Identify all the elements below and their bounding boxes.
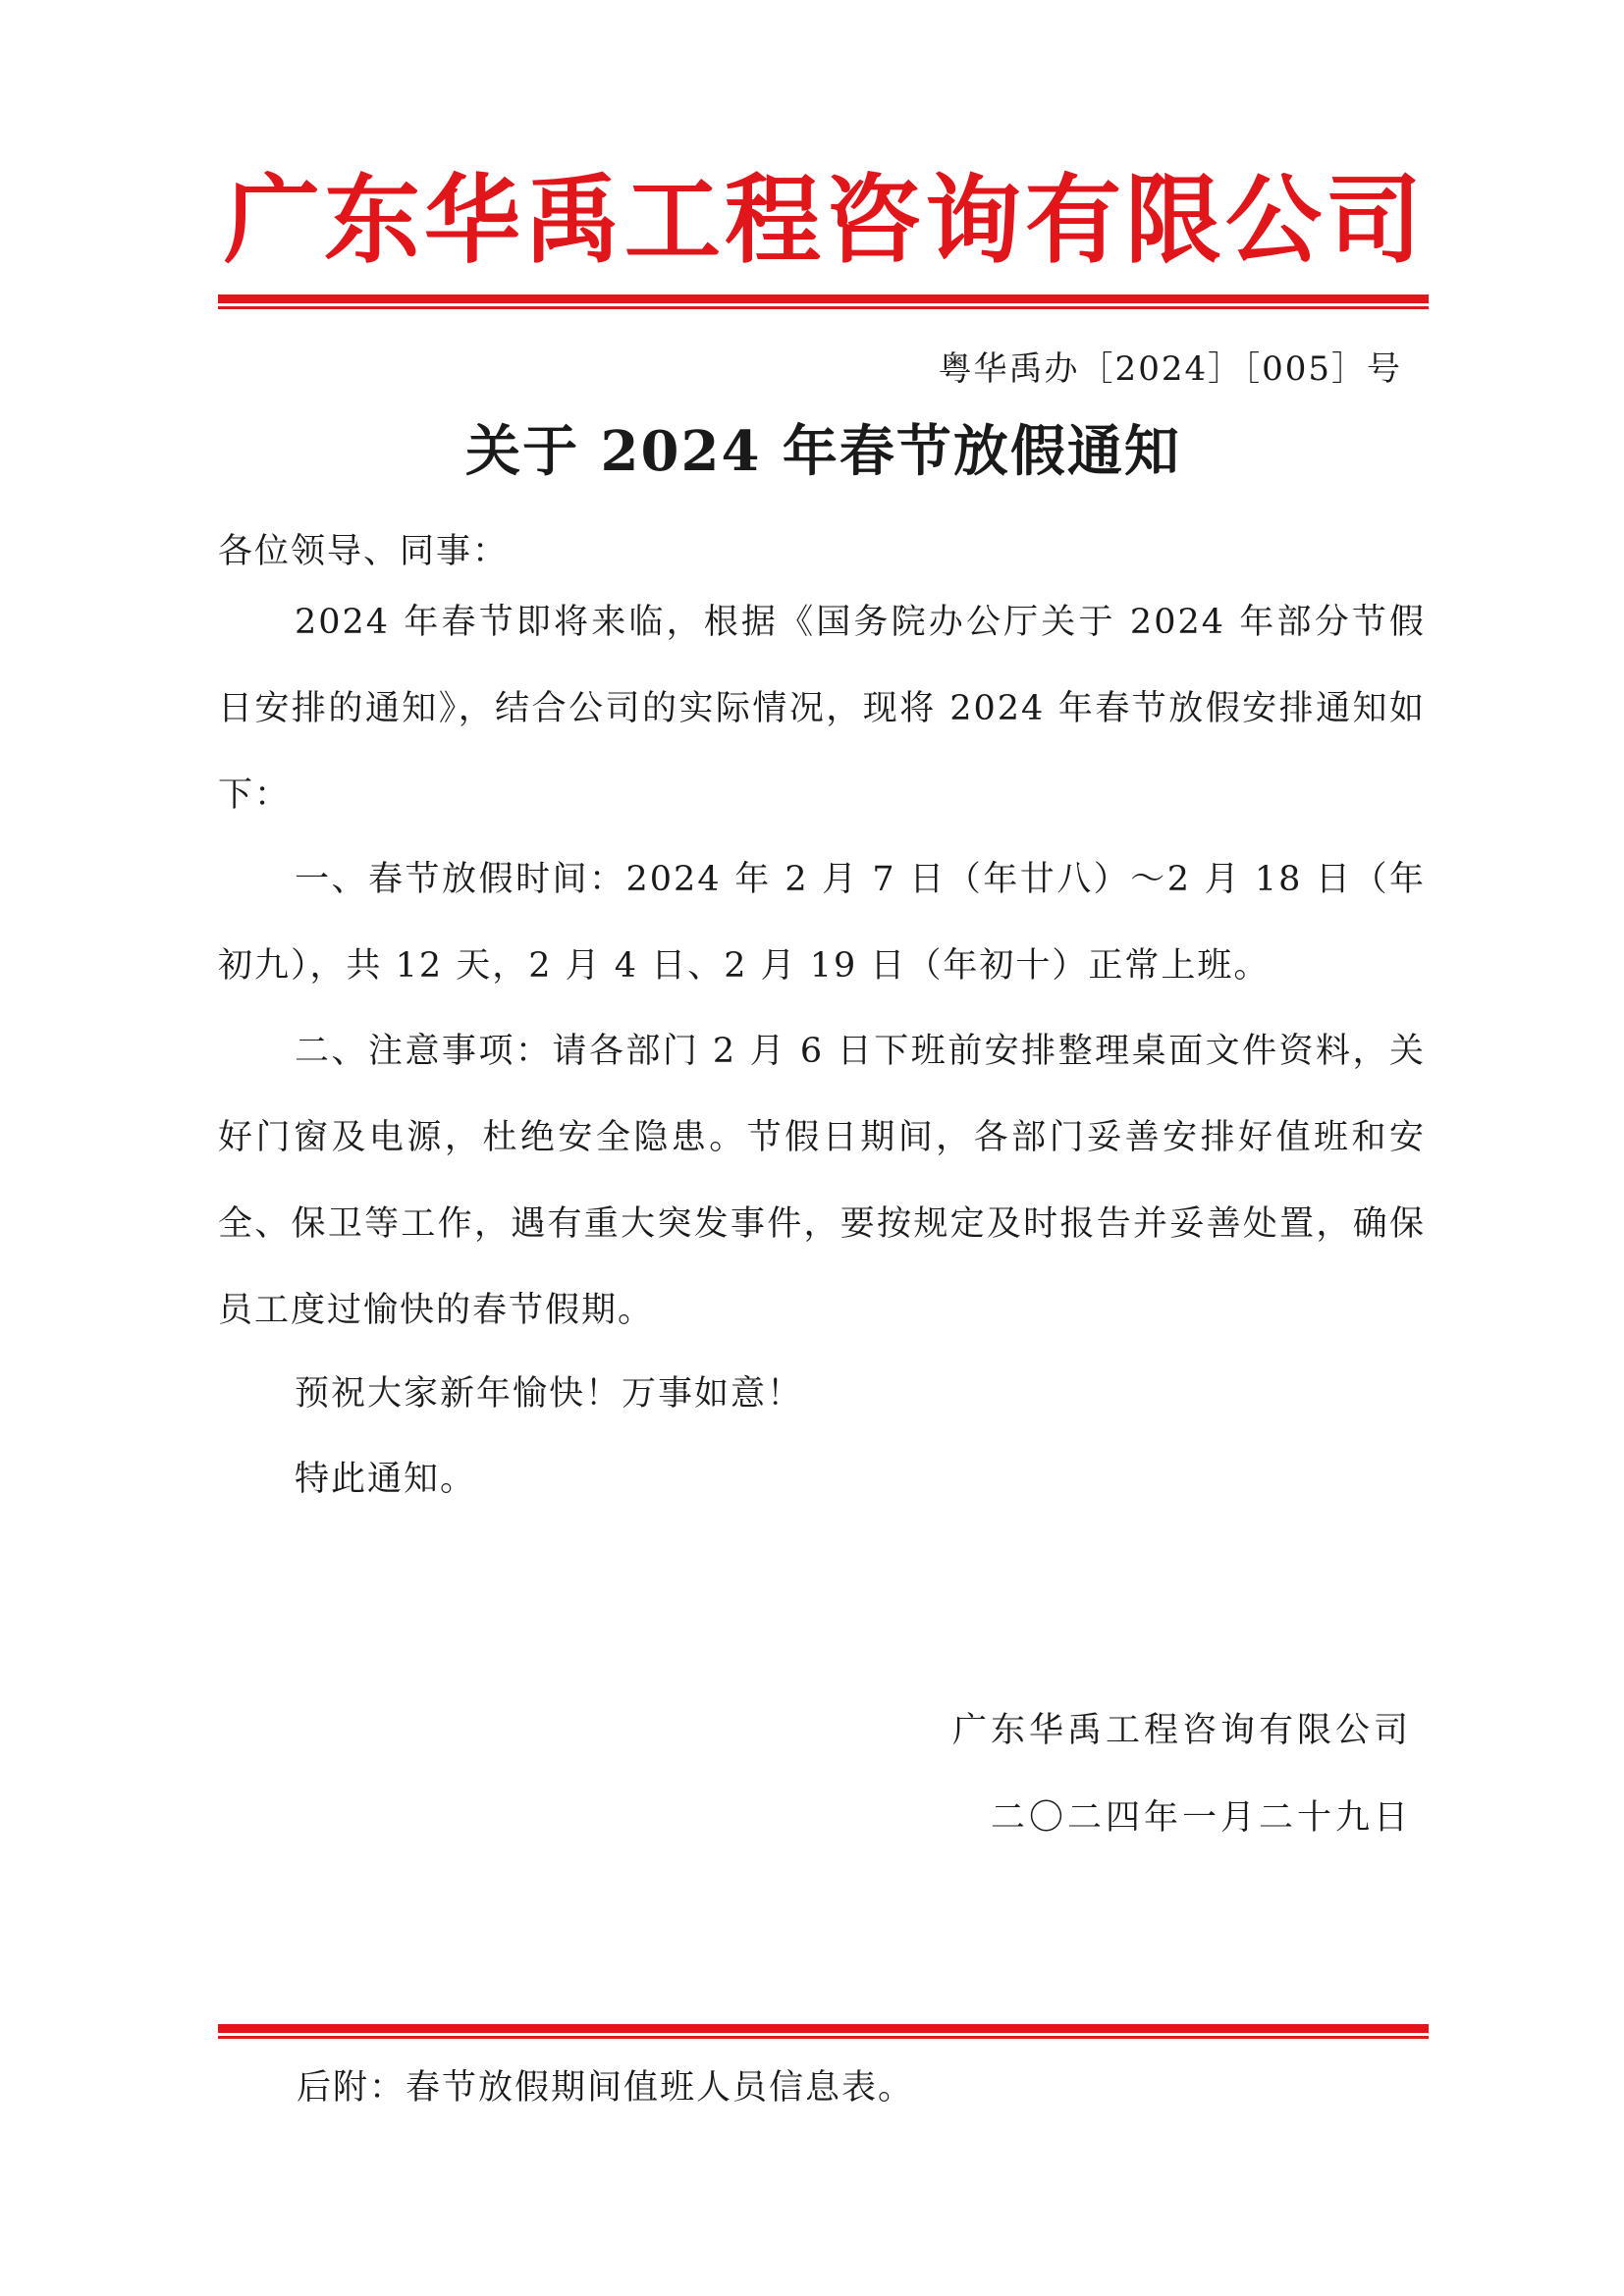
signature-company: 广东华禹工程咨询有限公司 (951, 1711, 1412, 1750)
divider-thick-line (218, 2024, 1429, 2033)
letterhead-divider (218, 294, 1429, 309)
body-paragraph-notes: 二、注意事项：请各部门 2 月 6 日下班前安排整理桌面文件资料，关好门窗及电源，杜绝安全隐患。节假日期间，各部门妥善安排好值班和安全、保卫等工作，遇有重大突发事件，要按规定及时报告并妥善处置，确保员工度过愉快的春节假期。 (218, 1032, 1426, 1330)
document-number: 粤华禹办［2024］［005］号 (938, 349, 1402, 389)
divider-thin-line (218, 306, 1429, 309)
salutation: 各位领导、同事： (218, 532, 510, 571)
signature-date: 二〇二四年一月二十九日 (990, 1798, 1412, 1838)
divider-thin-line (218, 2036, 1429, 2039)
footer-divider (218, 2024, 1429, 2039)
body-paragraph-closing: 特此通知。 (295, 1460, 477, 1499)
body-paragraph-holiday-time: 一、春节放假时间：2024 年 2 月 7 日（年廿八）～2 月 18 日（年初九），共 12 天，2 月 4 日、2 月 19 日（年初十）正常上班。 (218, 860, 1426, 986)
letterhead-company-name: 广东华禹工程咨询有限公司 (223, 165, 1426, 277)
body-paragraph-intro: 2024 年春节即将来临，根据《国务院办公厅关于 2024 年部分节假日安排的通知》，结合公司的实际情况，现将 2024 年春节放假安排通知如下： (218, 603, 1426, 815)
body-paragraph-wishes: 预祝大家新年愉快！万事如意！ (295, 1374, 804, 1414)
document-title: 关于 2024 年春节放假通知 (465, 419, 1181, 484)
attachment-note: 后附：春节放假期间值班人员信息表。 (297, 2068, 915, 2108)
divider-thick-line (218, 294, 1429, 303)
